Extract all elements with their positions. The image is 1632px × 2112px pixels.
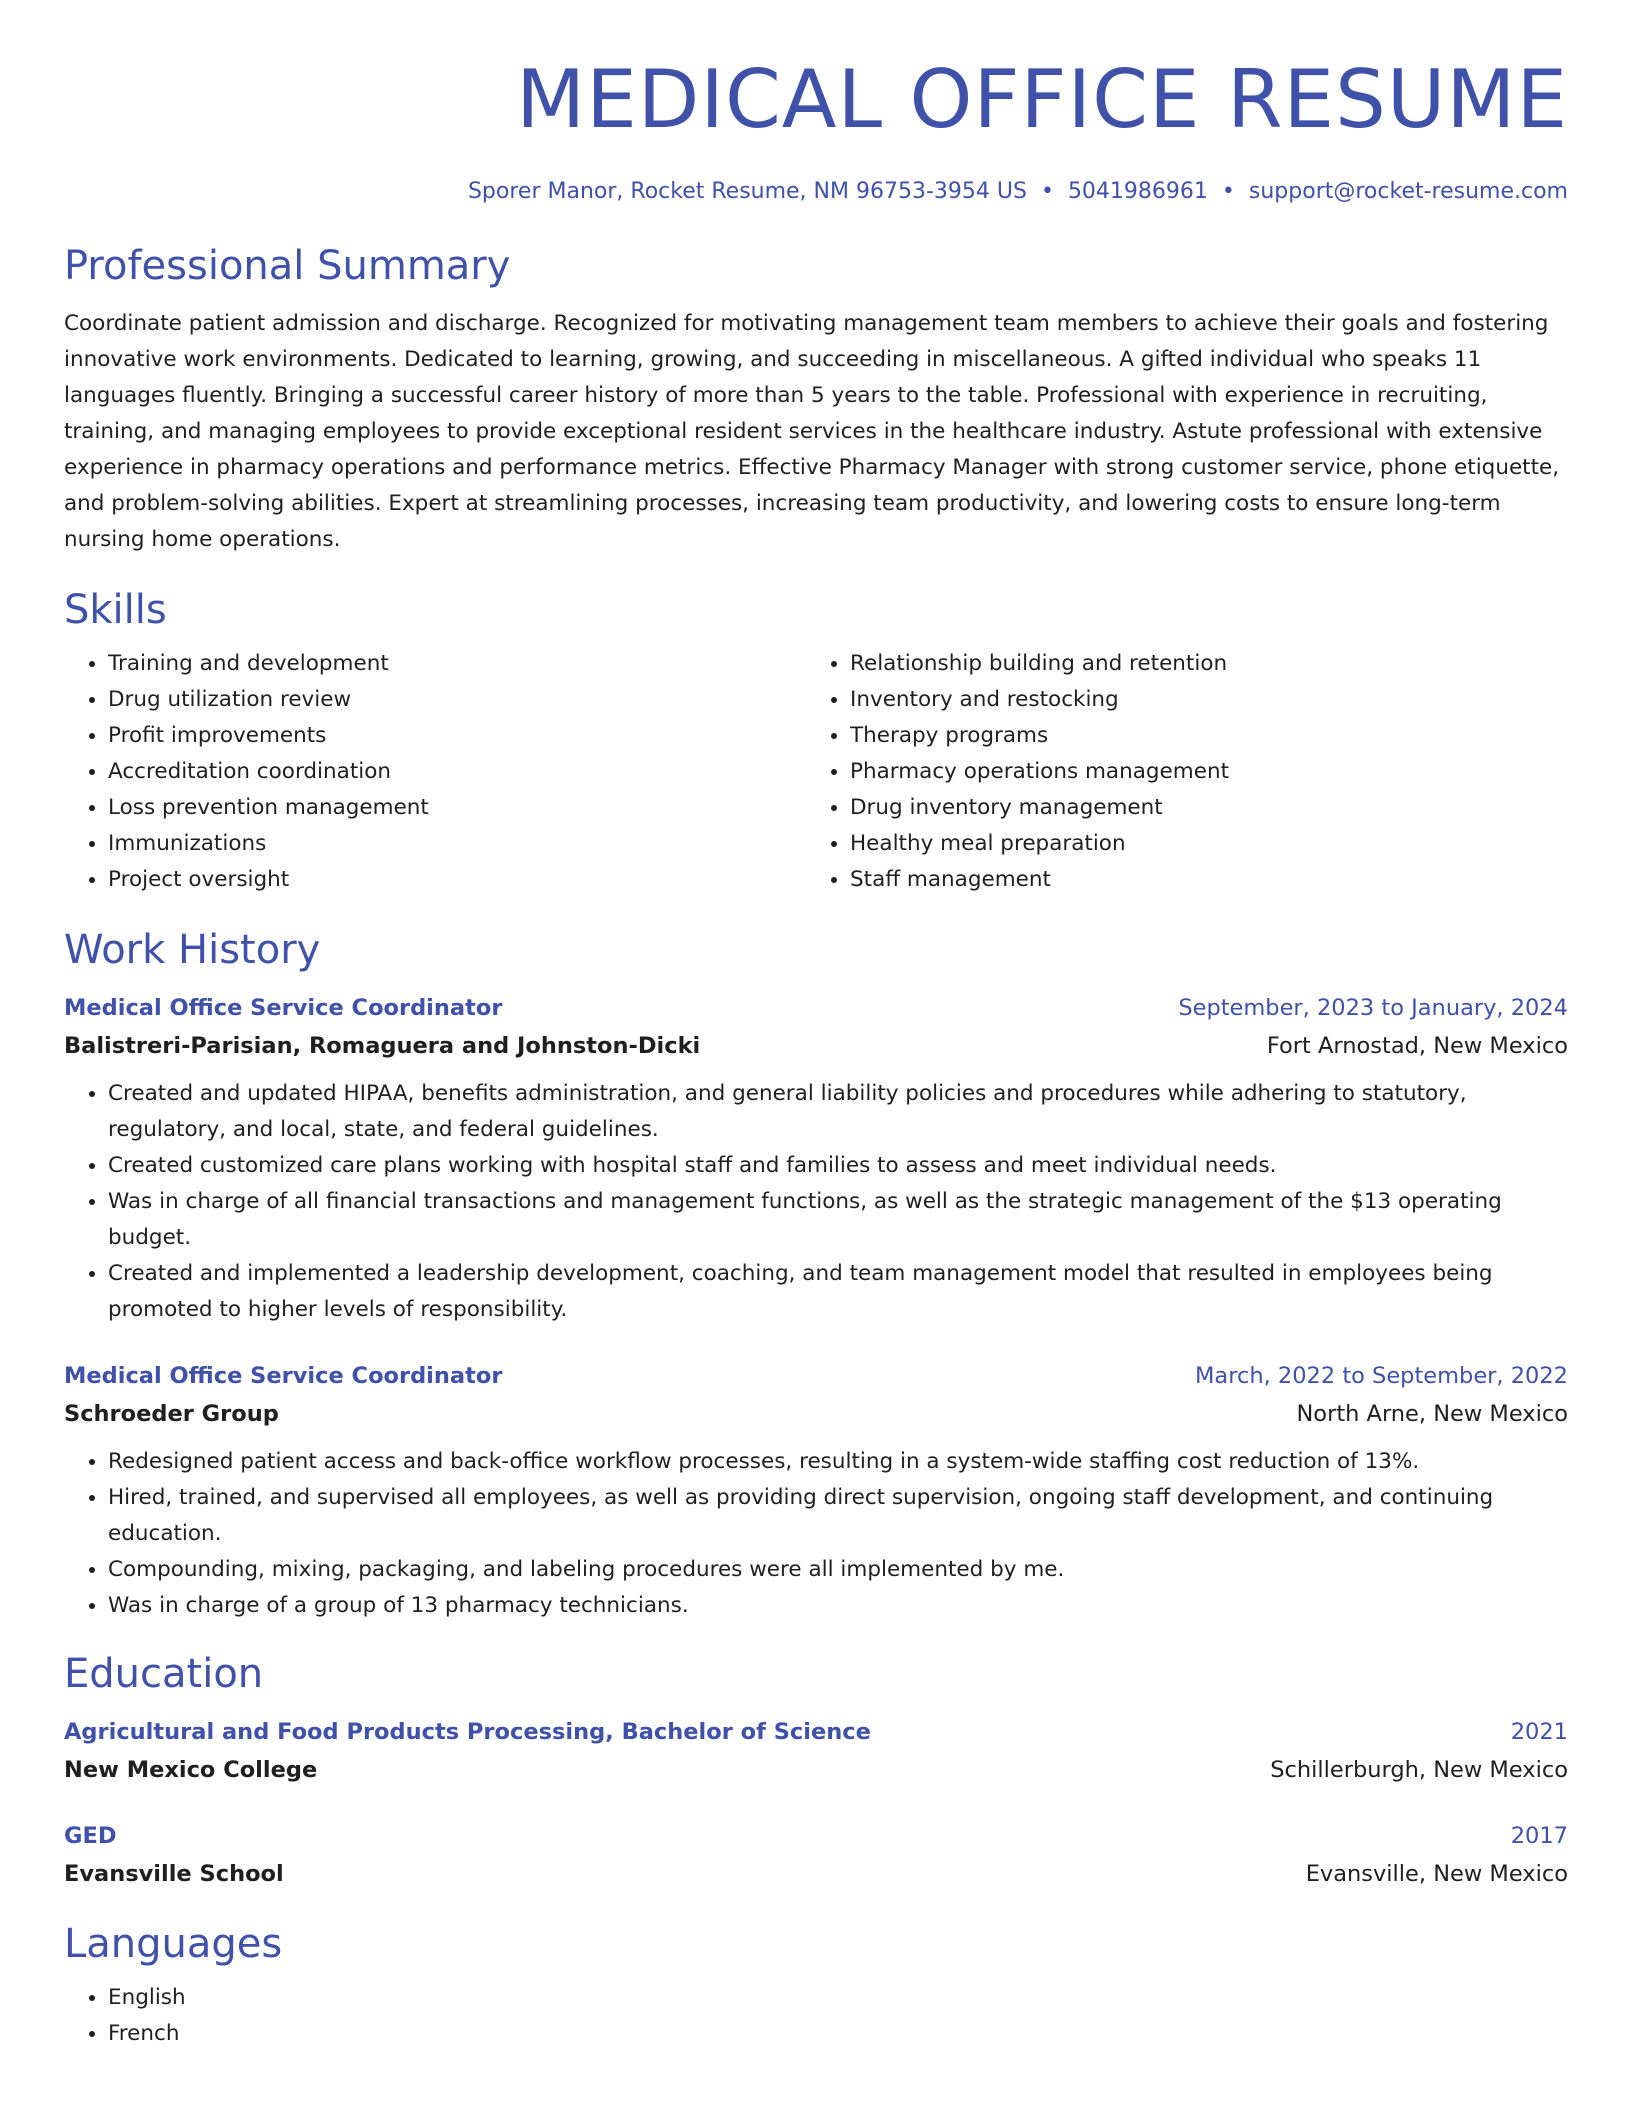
contact-phone: 5041986961 [1067, 179, 1208, 204]
resume-header [64, 0, 1568, 208]
languages-list [64, 1980, 1568, 2052]
job-location: Fort Arnostad, New Mexico [1266, 1033, 1568, 1059]
job-bullets [64, 1444, 1568, 1624]
job-title: Medical Office Service Coordinator [64, 995, 503, 1021]
section-title-education: Education [64, 1651, 264, 1697]
skill-item: • Pharmacy operations management [850, 754, 1548, 790]
job-bullet: • Redesigned patient access and back-office workflow processes, resulting in a system-wide staffing cost reduction of 13%. [108, 1444, 1568, 1480]
job-bullet: • Was in charge of a group of 13 pharmacy technicians. [108, 1588, 1568, 1624]
contact-separator: • [1221, 179, 1235, 204]
skill-item: • Drug inventory management [850, 790, 1548, 826]
contact-line [64, 176, 1568, 208]
section-title-work-history: Work History [64, 927, 321, 973]
job-company: Schroeder Group [64, 1401, 279, 1427]
education-school-row [64, 1750, 1568, 1790]
skill-item: • Immunizations [108, 826, 806, 862]
contact-email[interactable]: support@rocket-resume.com [1248, 179, 1568, 204]
skill-item: • Training and development [108, 646, 806, 682]
section-title-languages: Languages [64, 1921, 283, 1967]
job-title: Medical Office Service Coordinator [64, 1363, 503, 1389]
resume-title: MEDICAL OFFICE RESUME [516, 53, 1568, 146]
job-bullet: • Created and implemented a leadership development, coaching, and team management model that resulted in employees being promoted to higher levels of responsibility. [108, 1256, 1568, 1328]
job-header-row [64, 1358, 1568, 1394]
skill-item: • Healthy meal preparation [850, 826, 1548, 862]
section-title-summary: Professional Summary [64, 243, 511, 289]
education-entry [64, 1818, 1568, 1894]
job-company-row [64, 1026, 1568, 1066]
education-degree: Agricultural and Food Products Processing, Bachelor of Science [64, 1719, 871, 1745]
skills-grid [64, 646, 1568, 898]
job-company: Balistreri-Parisian, Romaguera and Johnston-Dicki [64, 1033, 701, 1059]
education-header-row [64, 1714, 1568, 1750]
job-bullet: • Compounding, mixing, packaging, and labeling procedures were all implemented by me. [108, 1552, 1568, 1588]
education-school-row [64, 1854, 1568, 1894]
education-entry [64, 1714, 1568, 1790]
skill-item: • Profit improvements [108, 718, 806, 754]
skill-item: • Project oversight [108, 862, 806, 898]
skill-item: • Relationship building and retention [850, 646, 1548, 682]
skill-item: • Staff management [850, 862, 1548, 898]
skill-item: • Drug utilization review [108, 682, 806, 718]
education-year: 2021 [1510, 1719, 1568, 1745]
education-school: New Mexico College [64, 1757, 318, 1783]
job-entry [64, 990, 1568, 1328]
summary-text: Coordinate patient admission and discharge. Recognized for motivating management team members to achieve their goals and fostering innovative work environments. Dedicated to learning, growing, and succeeding in miscellaneous. A gifted individual who speaks 11 languages fluently. Bringing a successful career history of more than 5 years to the table. Professional with experience in recruiting, training, and managing employees to provide exceptional resident services in the healthcare industry. Astute professional with extensive experience in pharmacy operations and performance metrics. Effective Pharmacy Manager with strong customer service, phone etiquette, and problem-solving abilities. Expert at streamlining processes, increasing team productivity, and lowering costs to ensure long-term nursing home operations. [64, 311, 1560, 552]
job-entry [64, 1358, 1568, 1624]
job-bullet: • Was in charge of all financial transactions and management functions, as well as the strategic management of the $13 operating budget. [108, 1184, 1568, 1256]
education-year: 2017 [1510, 1823, 1568, 1849]
education-header-row [64, 1818, 1568, 1854]
skill-item: • Accreditation coordination [108, 754, 806, 790]
skill-item: • Inventory and restocking [850, 682, 1548, 718]
skill-item: • Loss prevention management [108, 790, 806, 826]
skills-list-left [64, 646, 806, 898]
language-item: • English [108, 1980, 1568, 2016]
education-location: Evansville, New Mexico [1305, 1861, 1568, 1887]
job-location: North Arne, New Mexico [1296, 1401, 1568, 1427]
contact-address: Sporer Manor, Rocket Resume, NM 96753-3954 US [467, 179, 1027, 204]
skill-item: • Therapy programs [850, 718, 1548, 754]
contact-separator: • [1040, 179, 1054, 204]
job-company-row [64, 1394, 1568, 1434]
job-bullet: • Hired, trained, and supervised all employees, as well as providing direct supervision, ongoing staff development, and continuing education. [108, 1480, 1568, 1552]
education-school: Evansville School [64, 1861, 284, 1887]
section-title-skills: Skills [64, 587, 167, 633]
language-item: • French [108, 2016, 1568, 2052]
education-degree: GED [64, 1823, 117, 1849]
job-dates: March, 2022 to September, 2022 [1195, 1363, 1568, 1389]
job-dates: September, 2023 to January, 2024 [1178, 995, 1568, 1021]
job-bullets [64, 1076, 1568, 1328]
skills-list-right [806, 646, 1548, 898]
job-bullet: • Created and updated HIPAA, benefits administration, and general liability policies and procedures while adhering to statutory, regulatory, and local, state, and federal guidelines. [108, 1076, 1568, 1148]
job-header-row [64, 990, 1568, 1026]
education-location: Schillerburgh, New Mexico [1270, 1757, 1568, 1783]
job-bullet: • Created customized care plans working with hospital staff and families to assess and meet individual needs. [108, 1148, 1568, 1184]
